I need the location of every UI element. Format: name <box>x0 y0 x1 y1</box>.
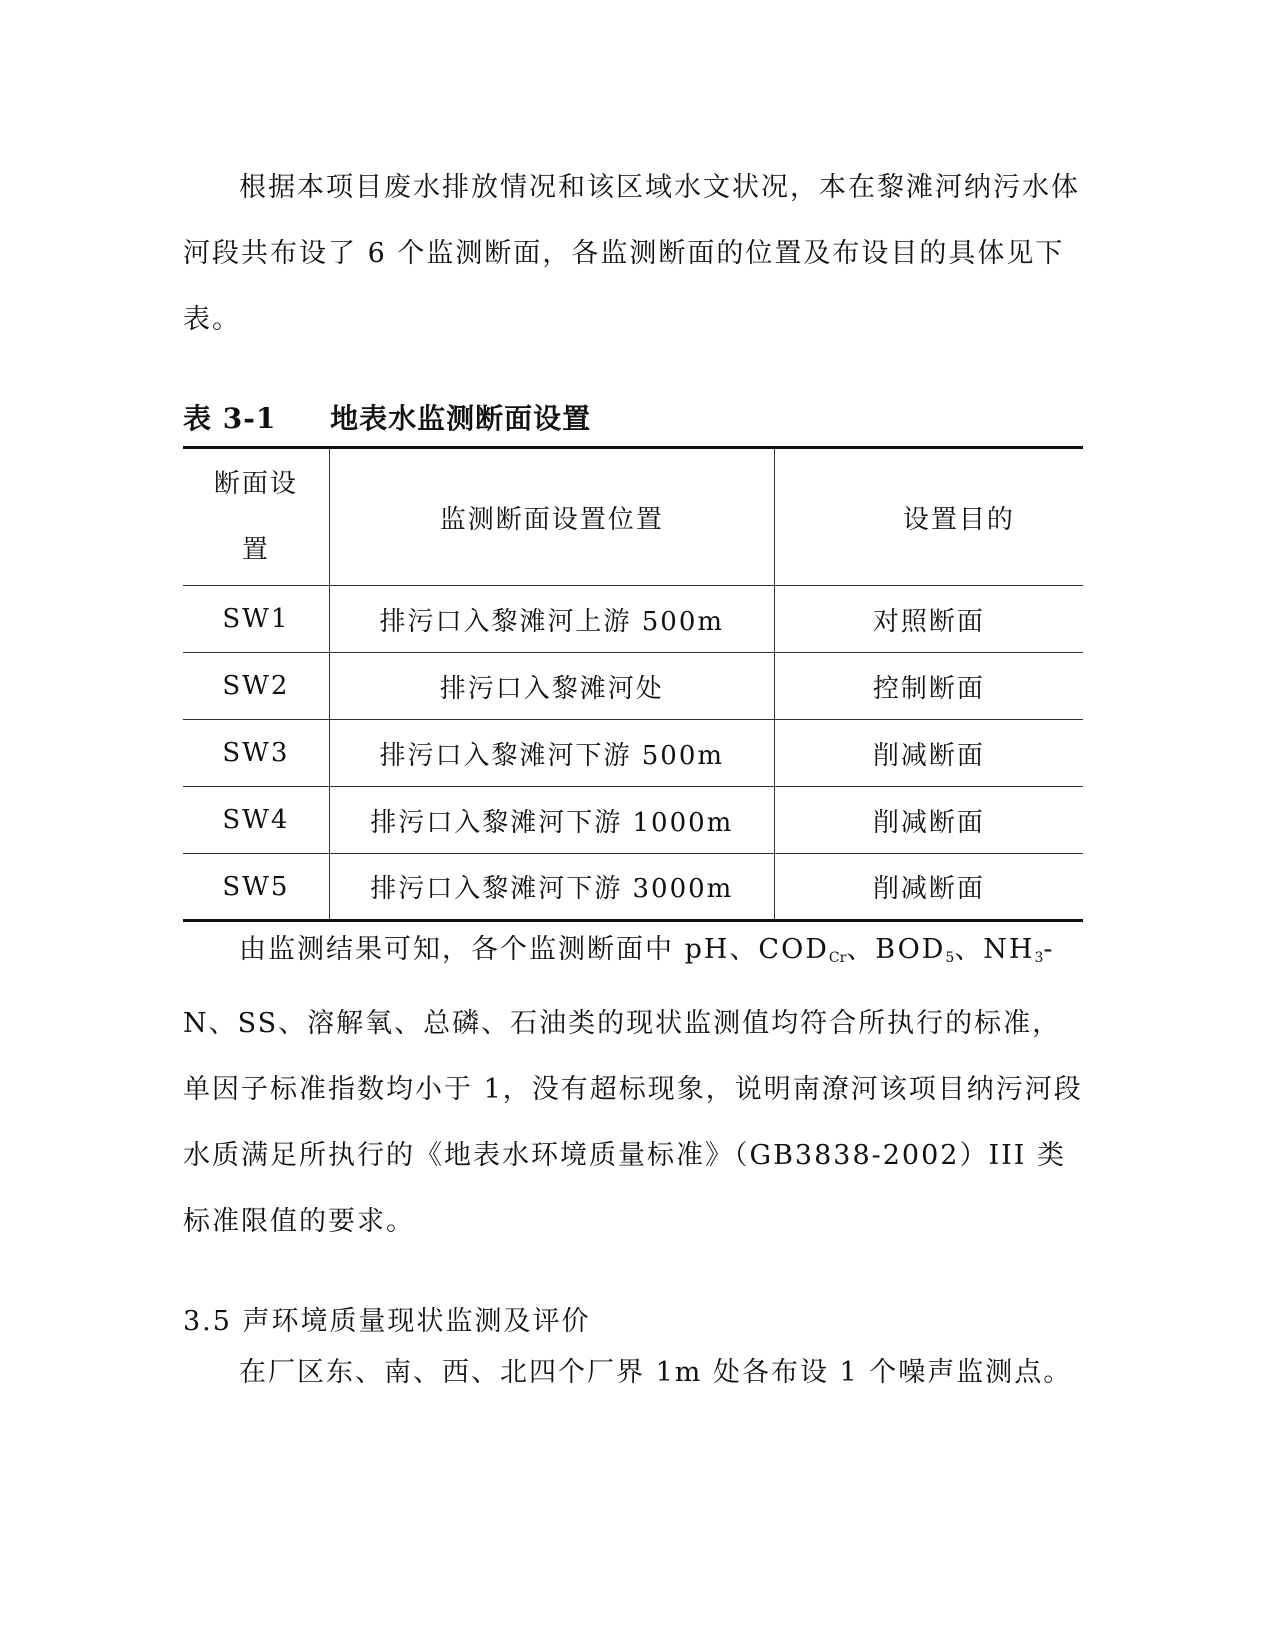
table-row <box>183 586 1083 653</box>
cell-location: 排污口入黎滩河上游 500m <box>329 586 774 653</box>
cell-purpose: 削减断面 <box>774 854 1083 921</box>
monitoring-section-table <box>183 446 1083 922</box>
cell-purpose: 对照断面 <box>774 586 1083 653</box>
cell-section-id: SW4 <box>183 787 329 854</box>
intro-paragraph: 根据本项目废水排放情况和该区域水文状况，本在黎滩河纳污水体河段共布设了 6 个监测断面，各监测断面的位置及布设目的具体见下表。 <box>183 172 1080 335</box>
section-heading: 3.5 声环境质量现状监测及评价 <box>183 1306 591 1337</box>
table-header-row <box>183 448 1083 586</box>
section-paragraph: 在厂区东、南、西、北四个厂界 1m 处各布设 1 个噪声监测点。 <box>239 1357 1073 1388</box>
table-row <box>183 787 1083 854</box>
header-section-id: 断面设置 <box>183 448 329 586</box>
table-caption: 表 3-1 地表水监测断面设置 <box>183 402 592 435</box>
cell-section-id: SW3 <box>183 720 329 787</box>
cell-location: 排污口入黎滩河下游 1000m <box>329 787 774 854</box>
header-purpose: 设置目的 <box>774 448 1083 586</box>
result-paragraph: 由监测结果可知，各个监测断面中 pH、$COD_{Cr}$、$BOD_5$、$NH_3-N$、SS、溶解氧、总磷、石油类的现状监测值均符合所执行的标准，单因子标准指数均小于 1，没有超标现象，说明南潦河该项目纳污河段水质满足所执行的《地表水环境质量标准》（GB3838-2002）III 类标准限值的要求。 <box>183 934 1083 1237</box>
table-row <box>183 653 1083 720</box>
table-row <box>183 854 1083 921</box>
cell-purpose: 削减断面 <box>774 787 1083 854</box>
cell-location: 排污口入黎滩河下游 500m <box>329 720 774 787</box>
table-row <box>183 720 1083 787</box>
cell-purpose: 控制断面 <box>774 653 1083 720</box>
cell-section-id: SW5 <box>183 854 329 921</box>
cell-location: 排污口入黎滩河处 <box>329 653 774 720</box>
cell-section-id: SW2 <box>183 653 329 720</box>
cell-section-id: SW1 <box>183 586 329 653</box>
cell-location: 排污口入黎滩河下游 3000m <box>329 854 774 921</box>
cell-purpose: 削减断面 <box>774 720 1083 787</box>
header-location: 监测断面设置位置 <box>329 448 774 586</box>
